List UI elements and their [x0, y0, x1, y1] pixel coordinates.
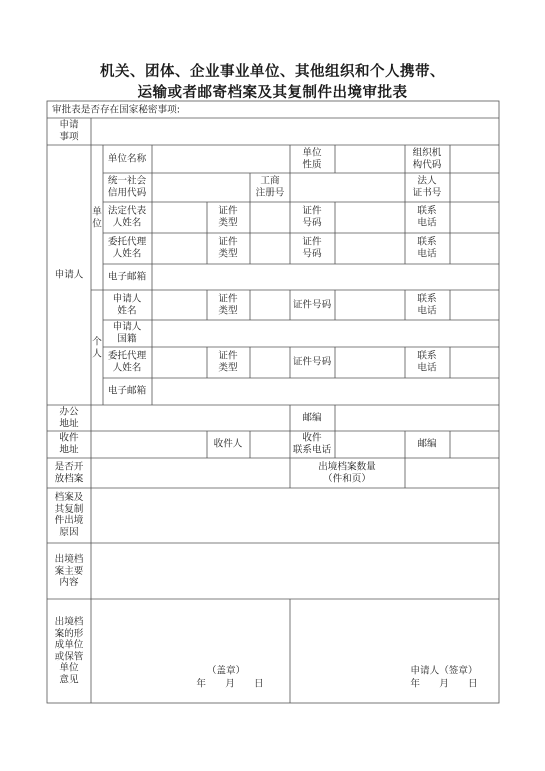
biz-reg-no-label: 工商 注册号	[255, 175, 285, 198]
applicant-cert-no-label: 证件号码	[292, 299, 332, 311]
rep-cert-no-label: 证件 号码	[302, 205, 322, 228]
rep-phone-label: 联系 电话	[417, 205, 437, 228]
unit-name-label: 单位名称	[107, 153, 147, 165]
credit-code-label: 统一社会 信用代码	[107, 175, 147, 198]
applicant-name-label: 申请人 姓名	[112, 293, 142, 316]
office-postcode-field[interactable]	[335, 405, 499, 431]
apply-matter-field[interactable]	[91, 118, 499, 145]
office-postcode-label: 邮编	[302, 412, 322, 424]
person-agent-cert-no-label: 证件号码	[292, 356, 332, 368]
seal-label: （盖章）	[206, 665, 246, 677]
recipient-label: 收件人	[213, 438, 243, 450]
exit-reason-label: 档案及 其复制 件出境 原因	[54, 492, 84, 538]
unit-name-field[interactable]	[152, 145, 290, 173]
unit-opinion-label: 出境档 案的形 成单位 或保管 单位 意见	[54, 616, 84, 685]
legal-cert-no-field[interactable]	[450, 173, 499, 202]
applicant-label: 申请人	[54, 269, 84, 281]
applicant-cert-type-label: 证件 类型	[218, 293, 238, 316]
unit-nature-field[interactable]	[335, 145, 405, 173]
recipient-phone-label: 收件 联系电话	[292, 432, 332, 455]
apply-matter-label: 申请 事项	[59, 119, 79, 142]
office-address-label: 办公 地址	[59, 406, 79, 429]
unit-section-label: 单 位	[92, 206, 102, 229]
form-title-line-2: 运输或者邮寄档案及其复制件出境审批表	[137, 85, 408, 101]
person-email-field[interactable]	[152, 378, 499, 405]
applicant-phone-label: 联系 电话	[417, 293, 437, 316]
recipient-address-label: 收件 地址	[59, 432, 79, 455]
is-open-archive-label: 是否开 放档案	[54, 461, 84, 484]
applicant-nationality-label: 申请人 国籍	[112, 321, 142, 344]
applicant-sign-label: 申请人（签章）	[410, 665, 478, 677]
rep-cert-type-label: 证件 类型	[218, 205, 238, 228]
office-address-field[interactable]	[91, 405, 290, 431]
applicant-sign-date: 年 月 日	[410, 678, 478, 690]
person-agent-name-label: 委托代理 人姓名	[107, 350, 147, 373]
unit-agent-phone-label: 联系 电话	[417, 236, 437, 259]
biz-reg-no-field[interactable]	[290, 173, 405, 202]
unit-opinion-date: 年 月 日	[196, 678, 264, 690]
archive-quantity-label: 出境档案数量 （件和页）	[318, 461, 376, 484]
unit-nature-label: 单位 性质	[302, 147, 322, 170]
exit-reason-field[interactable]	[91, 488, 499, 543]
unit-email-label: 电子邮箱	[107, 271, 147, 283]
person-section-label: 个 人	[92, 336, 102, 359]
unit-agent-name-label: 委托代理 人姓名	[107, 236, 147, 259]
unit-agent-cert-no-label: 证件 号码	[302, 236, 322, 259]
legal-cert-no-label: 法人 证书号	[412, 175, 442, 198]
archive-content-field[interactable]	[91, 543, 499, 599]
secret-matter-notice: 审批表是否存在国家秘密事项:	[52, 104, 180, 116]
unit-email-field[interactable]	[152, 264, 499, 290]
form-title-line-1: 机关、团体、企业事业单位、其他组织和个人携带、	[100, 64, 445, 80]
person-agent-cert-type-label: 证件 类型	[218, 350, 238, 373]
nationality-field[interactable]	[152, 320, 499, 347]
org-code-label: 组织机 构代码	[412, 147, 442, 170]
recipient-postcode-label: 邮编	[417, 438, 437, 450]
archive-content-label: 出境档 案主要 内容	[54, 553, 84, 588]
person-agent-phone-label: 联系 电话	[417, 350, 437, 373]
credit-code-field[interactable]	[152, 173, 250, 202]
unit-agent-cert-type-label: 证件 类型	[218, 236, 238, 259]
person-email-label: 电子邮箱	[107, 385, 147, 397]
org-code-field[interactable]	[450, 145, 499, 173]
legal-rep-name-label: 法定代表 人姓名	[107, 205, 147, 228]
